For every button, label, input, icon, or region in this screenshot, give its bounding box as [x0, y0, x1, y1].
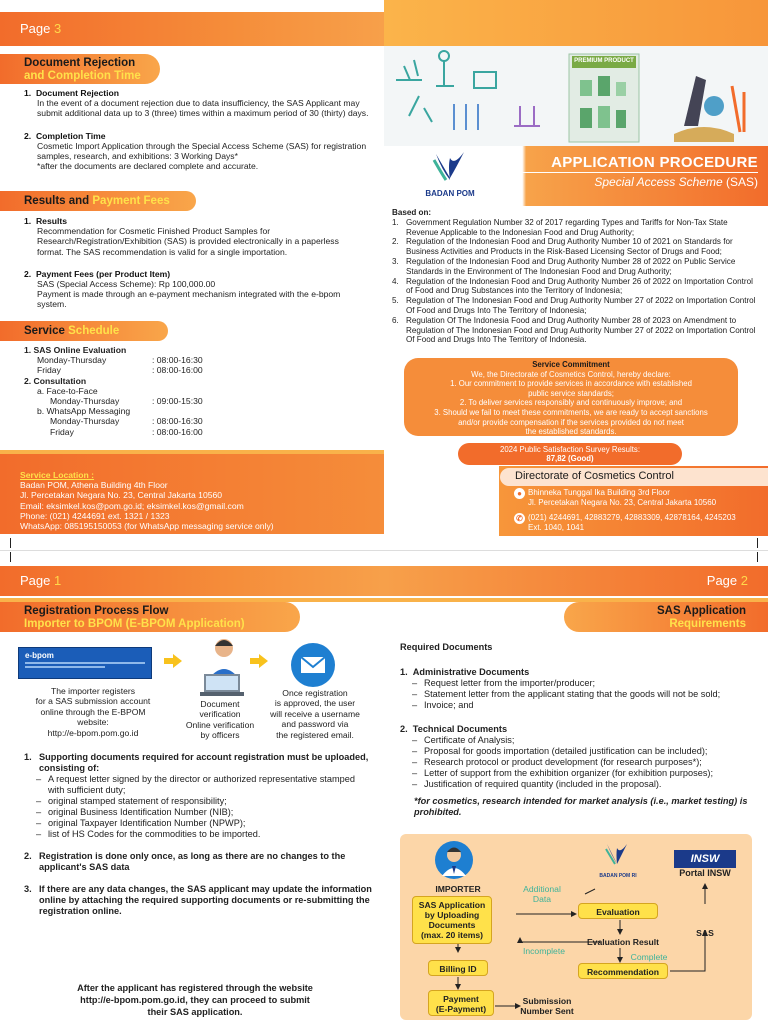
regulations-list: Based on: 1. Government Regulation Number 32 of 2017 regarding Types and Tariffs for Non-Tax State Revenue Applicable to the Indonesian Food and Drug Authority; 2. Regulation of the Indonesian Food and Drug Authority Number 10 of 2021 on Standards for Business Activities and Products in the Risk-Based Licensing Sector of Drugs and Food; 3. Regulation of the Indonesian Food and Drug Authority Number 28 of 2022 on Public Service Standards in the Environment of The Indonesian Food and Drug Authority; 4. Regulation of the Indonesian Food and Drug Authority Number 26 of 2022 on Importation Control of Food and Drug Substances into the Territory of Indonesia; 5. Regulation of The Indonesian Food and Drug Authority Number 27 of 2022 on Importation Control Of Food and Drugs Into The Territory of Indonesia; 6. Regulation Of The Indonesia Food and Drug Authority Number 28 of 2023 on Amendment to Regulation of The Indonesian Food and Drug Authority Number 27 of 2022 on Importation Control Of Food and Drugs Into The Territory of Indonesia. — [392, 208, 756, 345]
registration-requirements: 1. Supporting documents required for account registration must be uploaded, consisting of: – A request letter signed by the director or authorized representative stamped with sufficient duty; – original stamped statement of responsibility; – original Business Identification Number (NIB); – original Taxpayer Identification Number (NPWP); – list of HS Codes for the commodities to be imported. 2. Registration is done only once, as long as there are no changes to the applicant's SAS data 3. If there are any data changes, the SAS applicant may update the information online by attaching the required supporting documents or re-submitting the registration online. — [24, 752, 372, 917]
page2-header: Page 2 — [384, 566, 768, 596]
location-pin-icon: ● — [514, 488, 525, 499]
schedule-body: 1. SAS Online Evaluation Monday-Thursday : 08:00-16:30 Friday : 08:00-16:00 2. Consultation a. Face-to-Face Monday-Thursday : 09:00-15:30 b. WhatsApp Messaging Monday-Thursday : 08:00-16:30 Friday : 08:00-16:00 — [24, 345, 203, 437]
arrow-right-icon — [250, 654, 268, 668]
premium-product-label: PREMIUM PRODUCT — [574, 58, 634, 64]
additional-data-label: Additional Data — [523, 884, 561, 904]
submission-number-label: Submission Number Sent — [520, 996, 574, 1016]
cover-title: APPLICATION PROCEDURE Special Access Scheme (SAS) — [520, 154, 758, 189]
service-location: Service Location : Badan POM, Athena Building 4th Floor Jl. Percetakan Negara No. 23, Central Jakarta 10560 Email: eksimkel.kos@pom.go.id; eksimkel.kos@gmail.com Phone: (021) 4244691 ext. 1321 / 1323 WhatsApp: 085195150053 (for WhatsApp messaging service only) — [20, 470, 274, 532]
incomplete-label: Incomplete — [522, 946, 566, 956]
page3-header: Page 3 — [0, 12, 384, 46]
bpom-logo-icon — [603, 842, 633, 868]
fold-line — [0, 550, 768, 551]
registration-flow-title: Registration Process Flow Importer to BPOM (E-BPOM Application) — [0, 602, 300, 632]
survey-results-pill: 2024 Public Satisfaction Survey Results: 87,82 (Good) — [458, 443, 682, 465]
importer-label: IMPORTER — [435, 884, 481, 894]
doc-rejection-title: Document Rejection and Completion Time — [0, 54, 160, 84]
flow-step-approval: Once registration is approved, the user will receive a username and password via the registered email. — [270, 688, 360, 740]
recommendation-step: Recommendation — [578, 963, 668, 979]
portal-insw-label: Portal INSW — [679, 868, 731, 878]
arrow-right-icon — [164, 654, 182, 668]
doc-rejection-body: 1. Document Rejection In the event of a document rejection due to data insufficiency, the SAS Applicant may submit additional data up to 3 (three) times within a maximum period of 30 (thirty) days. 2. Completion Time Cosmetic Import Application through the Special Access Scheme (SAS) for registration samples, research, and exhibitions: 3 Working Days* *after the documents are declared complete and accurate. — [24, 88, 369, 172]
officer-computer-icon — [196, 636, 252, 698]
bpom-logo-icon — [430, 150, 470, 184]
badan-pom-logo: BADAN POM — [420, 150, 480, 198]
directorate-title: Directorate of Cosmetics Control — [515, 470, 674, 482]
crop-mark — [757, 538, 758, 548]
ebpom-website-image: e-bpom — [18, 647, 152, 679]
email-envelope-icon — [290, 642, 336, 688]
evaluation-result-step: Evaluation Result — [586, 937, 660, 947]
page1-footer-note: After the applicant has registered through the website http://e-bpom.pom.go.id, they can proceed to submit their SAS application. — [77, 983, 313, 1017]
flow-step-verification: Document verification Online verification by officers — [185, 699, 255, 741]
cover-header-band — [384, 0, 768, 46]
service-commitment-box: Service Commitment We, the Directorate of Cosmetics Control, hereby declare: 1. Our commitment to provide services in accordance with established public service standards; 2. To deliver services responsibly and continuously improve; and 3. Should we fail to meet these commitments, we are ready to accept sanctions and/or provide compensation if the services provided do not meet the established standards. — [404, 358, 738, 436]
page1-header: Page 1 — [0, 566, 384, 596]
billing-id-step: Billing ID — [428, 960, 488, 976]
crop-mark — [757, 552, 758, 562]
directorate-address: ● Bhinneka Tunggal Ika Building 3rd Floor Jl. Percetakan Negara No. 23, Central Jakarta 10560 ✆ (021) 4244691, 42883279, 42883309, 42878164, 4245203 Ext. 1040, 1041 — [514, 488, 764, 532]
evaluation-step: Evaluation — [578, 903, 658, 919]
schedule-title: Service Schedule — [0, 321, 168, 341]
results-body: 1. Results Recommendation for Cosmetic Finished Product Samples for Research/Registration/Exhibition (SAS) is provided electronically in a paperless format. The SAS recommendation is valid for a single importation. 2. Payment Fees (per Product Item) SAS (Special Access Scheme): Rp 100,000.00 Payment is made through an e-payment mechanism integrated with the e-bpom system. — [24, 216, 341, 310]
flow-step-register: The importer registers for a SAS submission account online through the E-BPOM website: http://e-bpom.pom.go.id — [35, 686, 151, 738]
phone-icon: ✆ — [514, 513, 525, 524]
insw-logo: INSW — [674, 850, 736, 868]
required-documents: Required Documents 1. Administrative Documents – Request letter from the importer/producer; – Statement letter from the applicant stating that the goods will not be sold; – Invoice; and 2. Technical Documents – Certificate of Analysis; – Proposal for goods importation (detailed justification can be included); – Research protocol or product development (for research purposes*); – Letter of support from the exhibition organizer (for exhibition purposes); – Justification of required quantity (included in the proposal). *for cosmetics, research intended for market analysis (i.e., market testing) is prohibited. — [400, 642, 760, 818]
crop-mark — [10, 552, 11, 562]
importer-avatar-icon — [434, 840, 474, 882]
results-title: Results and Payment Fees — [0, 191, 196, 211]
crop-mark — [10, 538, 11, 548]
bpom-ri-logo: BADAN POM RI — [596, 842, 640, 879]
payment-step: Payment (E-Payment) — [428, 990, 494, 1016]
complete-label: Complete — [630, 952, 668, 962]
sas-application-step: SAS Application by Uploading Documents (max. 20 items) — [412, 896, 492, 944]
sas-requirements-title: SAS Application Requirements — [564, 602, 768, 632]
sas-label: SAS — [696, 928, 714, 938]
